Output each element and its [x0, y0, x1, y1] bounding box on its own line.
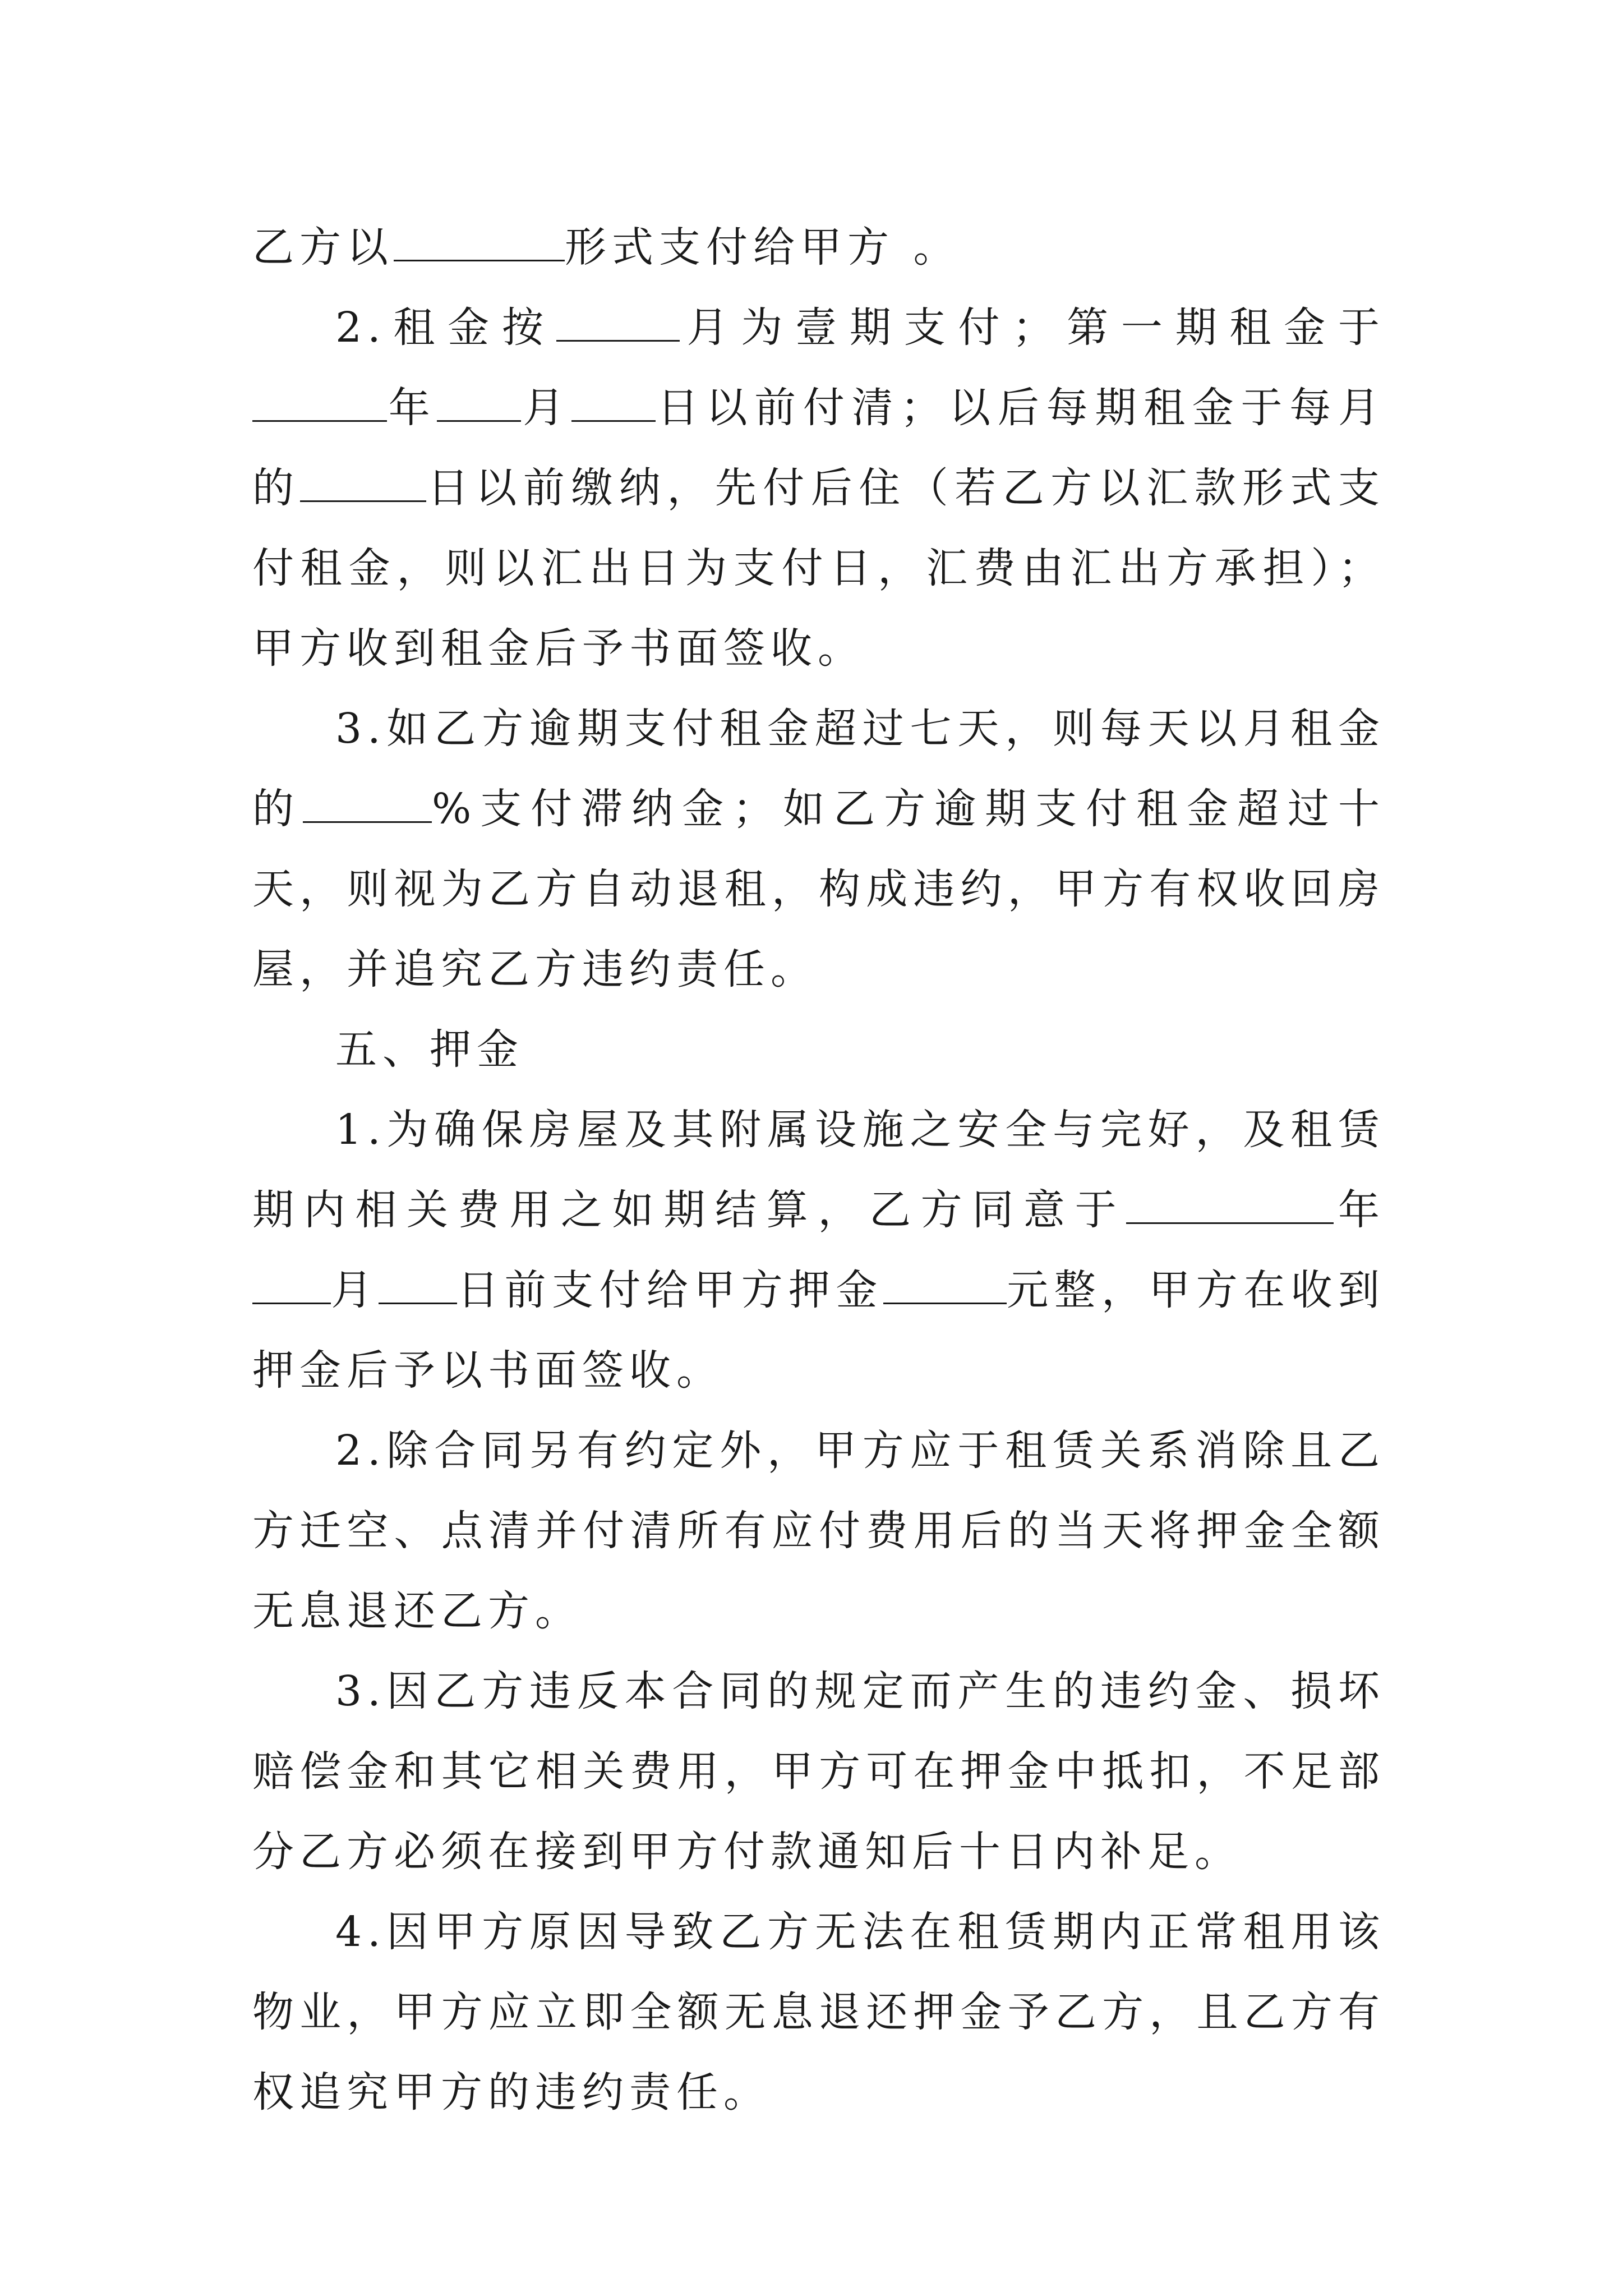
text-run: 月 [521, 384, 571, 432]
text-run: 4.因甲方原因导致乙方无法在租赁期内正常租用该物业，甲方应立即全额无息退还押金予乙方，且乙方有权追究甲方的违约责任。 [252, 1908, 1385, 2116]
text-run: 日以前缴纳，先付后住（若乙方以汇款形式支付租金，则以汇出日为支付日，汇费由汇出方承担）；甲方收到租金后予书面签收。 [252, 464, 1386, 673]
text-run: 月为壹期支付；第一期租金于 [679, 303, 1386, 352]
blank-field-month [437, 385, 521, 422]
text-run: 3.如乙方逾期支付租金超过七天，则每天以月租金的 [252, 705, 1385, 833]
blank-field-year [252, 385, 387, 422]
text-run: 乙方以 [252, 223, 394, 272]
blank-field-deposit-month [252, 1268, 331, 1304]
paragraph-rent-period [252, 288, 1385, 689]
blank-field-deposit-year [1126, 1188, 1334, 1224]
document-body [252, 208, 1385, 2133]
blank-field-payment-form [394, 225, 565, 261]
paragraph-deposit-refund [252, 1411, 1385, 1651]
paragraph-deposit-payment [252, 1090, 1385, 1411]
text-run: 1.为确保房屋及其附属设施之安全与完好，及租赁期内相关费用之如期结算，乙方同意于 [252, 1106, 1385, 1234]
paragraph-payment-form [252, 208, 1385, 288]
text-run: 日以前付清；以后每期租金于每月的 [252, 384, 1386, 512]
paragraph-late-payment [252, 689, 1385, 1010]
text-run: 形式支付给甲方 。 [565, 223, 961, 272]
text-run: 年 [387, 384, 437, 432]
text-run: 2.除合同另有约定外，甲方应于租赁关系消除且乙方迁空、点清并付清所有应付费用后的当天将押金全额无息退还乙方。 [252, 1427, 1385, 1635]
blank-field-deposit-amount [883, 1268, 1007, 1304]
paragraph-deposit-deduction [252, 1651, 1385, 1892]
text-run: 3.因乙方违反本合同的规定而产生的违约金、损坏赔偿金和其它相关费用，甲方可在押金中抵扣，不足部分乙方必须在接到甲方付款通知后十日内补足。 [252, 1667, 1385, 1876]
text-run: 2.租金按 [335, 303, 556, 352]
blank-field-late-fee-percent [303, 786, 432, 823]
section-heading-deposit [252, 1010, 1385, 1090]
blank-field-months [556, 305, 680, 342]
text-run: %支付滞纳金；如乙方逾期支付租金超过十天，则视为乙方自动退租，构成违约，甲方有权收回房屋，并追究乙方违约责任。 [252, 785, 1386, 993]
text-run: 年 [1334, 1186, 1386, 1234]
blank-field-monthly-day [300, 466, 426, 502]
paragraph-landlord-default [252, 1892, 1385, 2133]
text-run: 日前支付给甲方押金 [457, 1266, 883, 1314]
heading-text: 五、押金 [335, 1025, 524, 1074]
text-run: 元整，甲方在收到押金后予以书面签收。 [252, 1266, 1386, 1395]
blank-field-deposit-day [379, 1268, 457, 1304]
text-run: 月 [331, 1266, 379, 1314]
blank-field-day [571, 385, 656, 422]
